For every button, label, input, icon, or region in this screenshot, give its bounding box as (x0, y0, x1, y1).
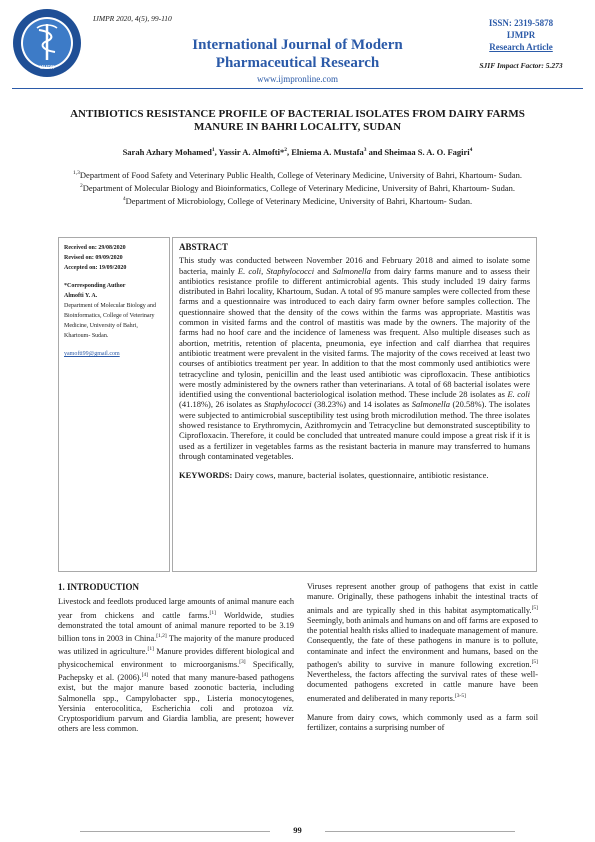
affiliations (60, 168, 535, 206)
issn: ISSN: 2319-5878 (488, 18, 554, 28)
accepted-date: Accepted on: 19/09/2020 (64, 265, 127, 271)
revised-date: Revised on: 09/09/2020 (64, 255, 123, 261)
abstract-heading: ABSTRACT (179, 242, 229, 252)
page-number: 99 (270, 825, 325, 835)
journal-title: International Journal of Modern Pharmaceutical Research (192, 37, 403, 71)
abstract-text: This study was conducted between November 2016 and February 2018 and aimed to isolate some bacteria, mainly E. coli, Staphylococci and Salmonella from dairy farms manure and to assess their antibiotics resistance profile to different antimicrobial agents. This study included 19 dairy farms distributed in Bahri locality, Khartoum, Sudan. A total of 95 manure samples were collected from these farms and a questionnaire was introduced to each dairy farm owner before samples collection. The questionnaire showed that the density of the cows within the farms was appropriate. Mastitis was common in visited farms and the control of mastitis was made by the owners. The majority of the farms had no hoof care and the incidence of lameness was frequent. Also multiple diseases such as abortion, metritis, retention of placenta, pneumonia, eye infection and calf diarrhea that requires antibiotic treatment were prevalent in the visited farms. The majority of the cows received at least two courses of antibiotics treatment per year. In addition to that the most commonly used antibiotics were tetracycline and tylosin, penicillin and the least used antibiotic was ciprofloxacin. These antibiotics were mostly administered by the owners rather than veterinarians. A total of 68 bacterial isolates were identified using the conventional bacteriological isolation method. These include 28 isolates as E. coli (41.18%), 26 isolates as Staphylococci (38.23%) and 14 isolates as Salmonella (20.58%). The isolates were subjected to antimicrobial susceptibility test using broth microdilution method. The three isolates showed resistance to Erythromycin, Azithromycin and Tetracycline but demonstrated susceptibility to Ciprofloxacin. Therefore, it could be concluded that untreated manure could impose a great risk if it is used as a fertilizer in vegetables farms as the resistant bacteria in manure may transferred to humans through contaminated vegetables. (179, 255, 530, 461)
header-rule (12, 88, 583, 89)
section-heading-introduction: 1. INTRODUCTION (58, 582, 140, 592)
intro-paragraph-3: Manure from dairy cows, which commonly used as a farm soil fertilizer, contains a surprising number of (307, 712, 538, 732)
keywords-label: KEYWORDS: (179, 470, 233, 481)
corresponding-dept: Department of Molecular Biology and Bioinformatics, College of Veterinary Medicine, University of Bahri, Khartoum- Sudan. (64, 303, 156, 339)
received-date: Received on: 29/08/2020 (64, 245, 126, 251)
body-column-right (307, 582, 538, 742)
affiliation-2: $^2$Department of Molecular Biology and Bioinformatics, College of Veterinary Medicine, University of Bahri, Khartoum- Sudan. (79, 182, 516, 193)
affiliation-3: $^4$Department of Microbiology, College of Veterinary Medicine, University of Bahri, Khartoum- Sudan. (122, 195, 473, 206)
body-column-left (58, 582, 294, 744)
keywords-text: Dairy cows, manure, bacterial isolates, questionnaire, antibiotic resistance. (232, 470, 489, 481)
article-info-box (58, 237, 170, 572)
intro-paragraph-2: Viruses represent another group of pathogens that exist in cattle manure. Originally, these pathogens inhabit the intestinal tracts of animals and are typically shed in this habitat asymptomatically.[5] Seemingly, both animals and humans on and off farms are exposed to the potential health risks allied to inadequate management of manure. Consequently, the fate of these pathogens in manure is to pollute, contaminate and infect the environment and humans, based on the pathogen's ability to survive in manure following excretion.[5] Nevertheless, the factors affecting the survival rates of these well-documented pathogens excreted in cattle manure have been enumerated and deliberated in many reports.[3-5] (307, 582, 538, 703)
svg-text:IJMPR: IJMPR (39, 65, 55, 71)
affiliation-1: $^{1,3}$Department of Food Safety and Veterinary Public Health, College of Veterinary Medicine, University of Bahri, Khartoum- Sudan. (73, 169, 522, 180)
citation-line: IJMPR 2020, 4(5), 99-110 (93, 14, 172, 23)
corresponding-name: Almofti Y. A. (64, 293, 98, 299)
abstract-box (172, 237, 537, 572)
email-link[interactable]: yamofti99@gmail.com (64, 351, 120, 357)
journal-abbr: IJMPR (506, 30, 536, 40)
intro-paragraph-1: Livestock and feedlots produced large amounts of animal manure each year from chickens and cattle farms.[1] Worldwide, studies demonstrated the total amount of animal manure reported to be 3.19 billion tons in 2003 in China.[1,2] The majority of the manure produced was utilized in agriculture.[1] Manure provides different biological and physicochemical environment to microorganisms.[3] Specifically, Pachepsky et al. (2006).[4] noted that many manure-based pathogens exist, but the major manure based zoonotic bacteria, including Salmonella spp., Campylobacter spp., Listeria monocytogenes, Yersinia enterocolitica, Escherichia coli and protozoa viz. Cryptosporidium parvum and Giardia lamblia, are present; however others are less common. (58, 597, 295, 734)
author-list: Sarah Azhary Mohamed$^1$, Yassir A. Almofti*$^2$, Elniema A. Mustafa$^3$ and Sheimaa S. A. O. Fagiri$^4$ (122, 147, 473, 157)
article-title: ANTIBIOTICS RESISTANCE PROFILE OF BACTERIAL ISOLATES FROM DAIRY FARMS MANURE IN BAHRI LOCALITY, SUDAN (70, 108, 525, 133)
journal-logo (12, 8, 82, 78)
journal-seal-icon (12, 8, 82, 78)
keywords (179, 470, 530, 480)
corresponding-label: *Corresponding Author (64, 283, 126, 289)
journal-url-link[interactable]: www.ijmpronline.com (257, 74, 338, 84)
impact-factor: SJIF Impact Factor: 5.273 (479, 61, 563, 70)
article-type: Research Article (489, 42, 553, 52)
issn-block (462, 17, 580, 53)
